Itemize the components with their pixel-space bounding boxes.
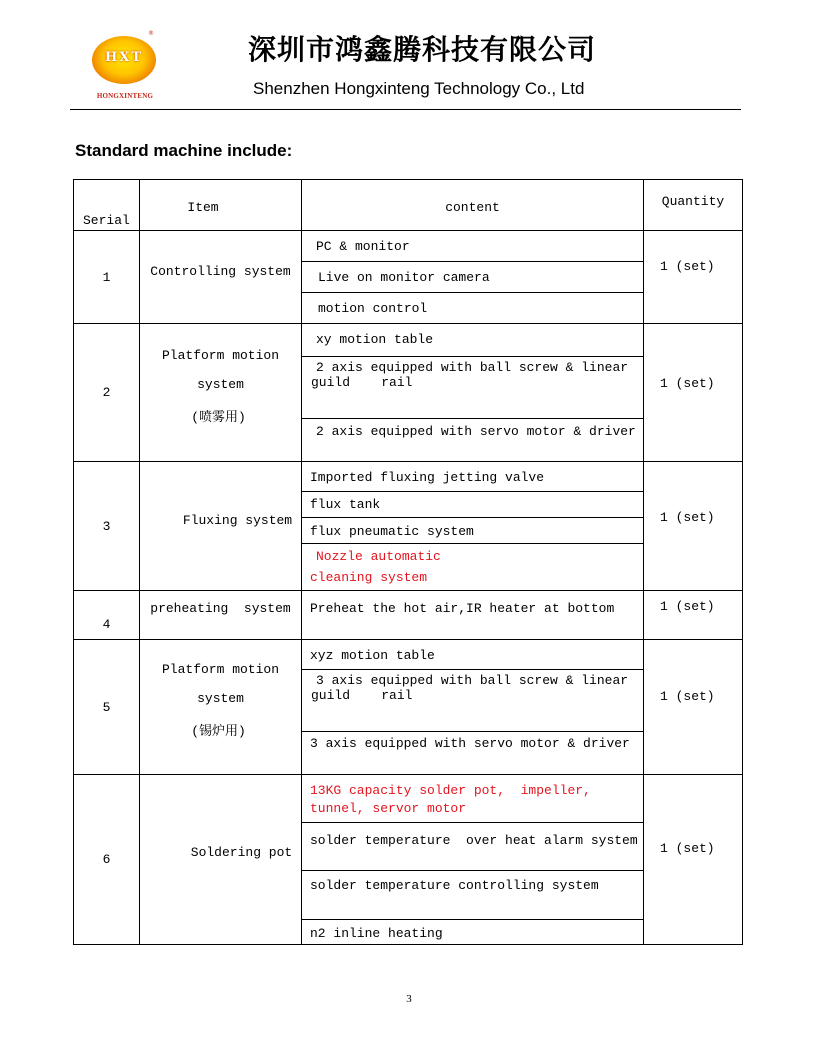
content-cell	[302, 591, 644, 640]
content-line: Nozzle automatic	[316, 549, 441, 564]
header-serial: Serial	[74, 180, 140, 231]
content-line: Preheat the hot air,IR heater at bottom	[310, 601, 615, 616]
serial-cell: 2	[74, 324, 140, 462]
content-line: flux pneumatic system	[310, 524, 474, 539]
quantity-cell: 1 (set)	[644, 775, 743, 945]
content-cell	[302, 920, 644, 945]
item-label: Fluxing system	[182, 512, 293, 528]
content-line: 13KG capacity solder pot, impeller,	[310, 783, 591, 798]
registered-mark: ®	[148, 30, 154, 37]
item-label: Soldering pot	[190, 845, 293, 860]
header-quantity: Quantity	[644, 180, 743, 231]
item-label: Controlling system	[150, 263, 291, 279]
content-cell	[302, 544, 644, 591]
content-line: PC & monitor	[316, 239, 410, 254]
quantity-cell: 1 (set)	[644, 591, 743, 640]
content-cell	[302, 293, 644, 324]
item-label: system	[197, 691, 244, 706]
serial-cell: 6	[74, 775, 140, 945]
content-cell	[302, 231, 644, 262]
content-line: flux tank	[310, 497, 381, 512]
table-header-row	[74, 180, 743, 231]
table-row	[74, 324, 743, 357]
content-line: 2 axis equipped with ball screw & linear	[316, 360, 629, 375]
table-row	[74, 462, 743, 492]
serial-cell: 1	[74, 231, 140, 324]
serial-cell: 4	[74, 591, 140, 640]
page-number: 3	[406, 993, 412, 1005]
content-line: xy motion table	[316, 332, 434, 347]
content-cell	[302, 518, 644, 544]
content-cell	[302, 324, 644, 357]
table-row	[74, 591, 743, 640]
content-cell	[302, 871, 644, 920]
serial-cell: 5	[74, 640, 140, 775]
content-cell	[302, 823, 644, 871]
content-cell	[302, 419, 644, 462]
item-label: (锡炉用)	[191, 724, 246, 739]
section-heading: Standard machine include:	[75, 141, 293, 160]
item-label: (喷雾用)	[191, 410, 246, 425]
item-cell	[140, 231, 302, 324]
item-cell	[140, 324, 302, 462]
item-label: Platform motion	[161, 348, 280, 363]
header-divider	[70, 109, 741, 110]
content-line: cleaning system	[310, 570, 428, 585]
content-cell	[302, 357, 644, 419]
standard-machine-table	[73, 179, 743, 945]
content-cell	[302, 462, 644, 492]
content-line: solder temperature over heat alarm system	[310, 833, 638, 848]
company-name-chinese: 深圳市鸿鑫腾科技有限公司	[248, 33, 597, 66]
item-cell	[140, 462, 302, 591]
item-cell	[140, 591, 302, 640]
table-row	[74, 640, 743, 670]
quantity-cell: 1 (set)	[644, 640, 743, 775]
content-line: motion control	[318, 301, 428, 316]
content-cell	[302, 732, 644, 775]
content-line: n2 inline heating	[310, 926, 443, 941]
content-cell	[302, 670, 644, 732]
content-line: guild rail	[311, 375, 413, 390]
item-label: Platform motion	[161, 662, 280, 677]
table-row	[74, 231, 743, 262]
content-cell	[302, 492, 644, 518]
item-label: preheating system	[150, 601, 291, 616]
content-cell	[302, 775, 644, 823]
company-name-english: Shenzhen Hongxinteng Technology Co., Ltd	[253, 79, 585, 98]
content-line: 2 axis equipped with servo motor & driver	[316, 424, 636, 439]
content-line: 3 axis equipped with ball screw & linear	[316, 673, 629, 688]
content-line: Live on monitor camera	[318, 270, 490, 285]
quantity-cell: 1 (set)	[644, 462, 743, 591]
item-label: system	[197, 377, 244, 392]
content-line: 3 axis equipped with servo motor & driver	[310, 736, 630, 751]
item-cell	[140, 775, 302, 945]
company-logo	[92, 30, 156, 102]
content-cell	[302, 640, 644, 670]
logo-subtext: HONGXINTENG	[96, 92, 154, 100]
header-item: Item	[140, 180, 302, 231]
table-row	[74, 775, 743, 823]
content-line: tunnel, servor motor	[310, 801, 467, 816]
content-line: Imported fluxing jetting valve	[310, 470, 545, 485]
content-line: guild rail	[311, 688, 413, 703]
content-line: solder temperature controlling system	[310, 878, 599, 893]
header-content: content	[302, 180, 644, 231]
quantity-cell: 1 (set)	[644, 324, 743, 462]
content-cell	[302, 262, 644, 293]
logo-text: HXT	[104, 50, 144, 65]
serial-cell: 3	[74, 462, 140, 591]
quantity-cell: 1 (set)	[644, 231, 743, 324]
item-cell	[140, 640, 302, 775]
content-line: xyz motion table	[310, 648, 435, 663]
